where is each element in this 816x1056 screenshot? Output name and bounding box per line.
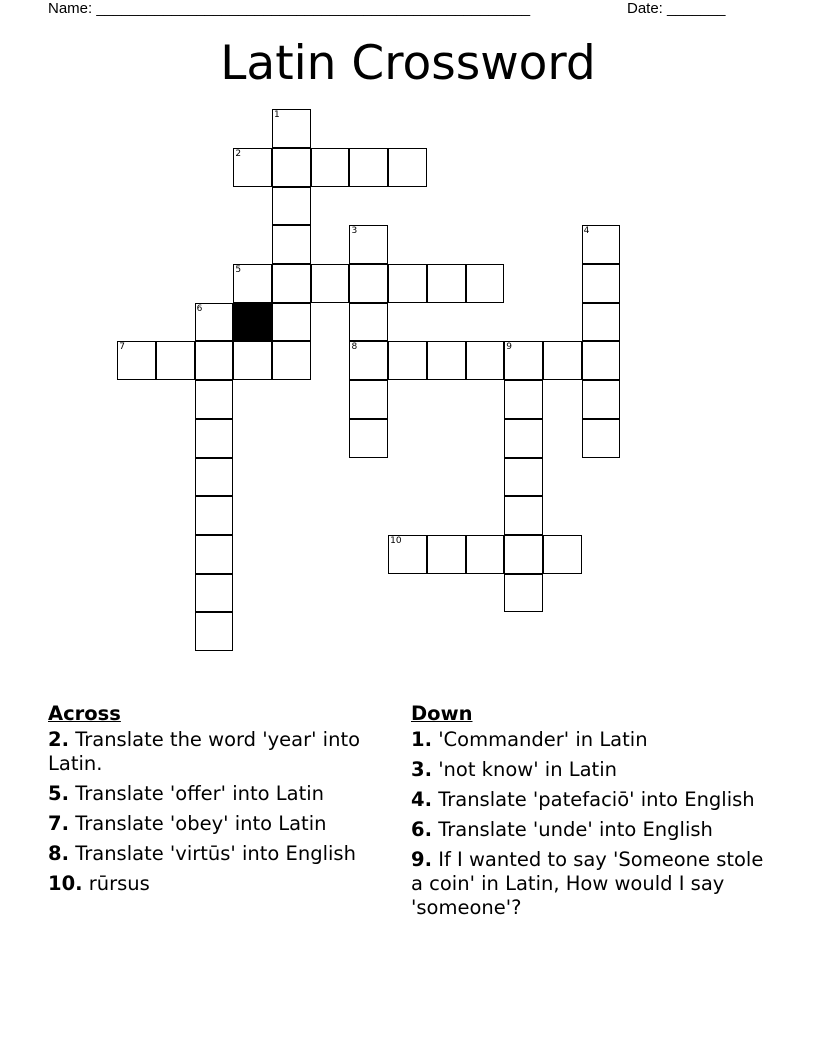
clue-text: 'Commander' in Latin — [438, 728, 648, 751]
grid-cell[interactable] — [272, 148, 311, 187]
grid-cell[interactable] — [349, 148, 388, 187]
grid-cell[interactable] — [272, 303, 311, 342]
clue-across-5 — [48, 782, 378, 806]
grid-cell[interactable] — [195, 612, 234, 651]
grid-cell[interactable] — [388, 264, 427, 303]
grid-cell[interactable] — [543, 341, 582, 380]
grid-cell[interactable] — [504, 380, 543, 419]
clue-number: 8. — [48, 842, 69, 865]
grid-cell[interactable] — [195, 496, 234, 535]
grid-cell[interactable] — [117, 341, 156, 380]
grid-cell[interactable] — [582, 341, 621, 380]
page-title: Latin Crossword — [220, 36, 596, 91]
clue-number: 5. — [48, 782, 69, 805]
cell-number: 1 — [274, 110, 280, 121]
grid-cell[interactable] — [195, 535, 234, 574]
clue-text: Translate 'obey' into Latin — [75, 812, 327, 835]
grid-cell[interactable] — [466, 341, 505, 380]
clue-number: 9. — [411, 848, 432, 871]
grid-cell[interactable] — [582, 419, 621, 458]
clue-text: If I wanted to say 'Someone stole a coin' in Latin, How would I say 'someone'? — [411, 848, 764, 919]
grid-cell[interactable] — [349, 225, 388, 264]
grid-cell[interactable] — [466, 264, 505, 303]
clue-number: 3. — [411, 758, 432, 781]
clue-down-4 — [411, 788, 781, 812]
grid-cell[interactable] — [504, 496, 543, 535]
grid-cell[interactable] — [543, 535, 582, 574]
name-field[interactable]: Name: ____________________________________________________ — [48, 0, 531, 17]
grid-cell[interactable] — [195, 458, 234, 497]
cell-number: 9 — [506, 342, 512, 353]
grid-cell[interactable] — [466, 535, 505, 574]
grid-cell[interactable] — [311, 264, 350, 303]
clue-text: Translate 'virtūs' into English — [75, 842, 356, 865]
clue-number: 1. — [411, 728, 432, 751]
down-heading: Down — [411, 702, 473, 725]
clue-number: 4. — [411, 788, 432, 811]
grid-cell[interactable] — [272, 109, 311, 148]
clue-down-9 — [411, 848, 781, 920]
grid-cell[interactable] — [233, 264, 272, 303]
clue-number: 10. — [48, 872, 83, 895]
cell-number: 7 — [119, 342, 125, 353]
grid-cell[interactable] — [272, 264, 311, 303]
grid-cell[interactable] — [349, 341, 388, 380]
grid-cell[interactable] — [272, 187, 311, 226]
cell-number: 10 — [390, 535, 402, 546]
grid-cell[interactable] — [272, 225, 311, 264]
grid-cell[interactable] — [504, 419, 543, 458]
across-heading: Across — [48, 702, 121, 725]
cell-number: 6 — [196, 303, 203, 314]
grid-cell[interactable] — [349, 264, 388, 303]
grid-cell[interactable] — [388, 341, 427, 380]
cell-number: 5 — [235, 265, 242, 276]
grid-cell[interactable] — [349, 380, 388, 419]
grid-cell[interactable] — [195, 341, 234, 380]
clue-text: Translate 'patefaciō' into English — [438, 788, 755, 811]
clue-number: 6. — [411, 818, 432, 841]
grid-cell[interactable] — [427, 264, 466, 303]
grid-cell[interactable] — [504, 574, 543, 613]
grid-cell[interactable] — [427, 535, 466, 574]
down-clues — [411, 702, 781, 926]
clue-across-7 — [48, 812, 378, 836]
clue-text: 'not know' in Latin — [438, 758, 617, 781]
grid-cell[interactable] — [388, 535, 427, 574]
grid-cell[interactable] — [349, 303, 388, 342]
black-cell — [233, 303, 272, 342]
clue-number: 7. — [48, 812, 69, 835]
grid-cell[interactable] — [582, 264, 621, 303]
grid-cell[interactable] — [349, 419, 388, 458]
grid-cell[interactable] — [582, 303, 621, 342]
clue-across-2 — [48, 728, 378, 776]
grid-cell[interactable] — [388, 148, 427, 187]
grid-cell[interactable] — [504, 535, 543, 574]
across-clues — [48, 702, 378, 902]
clue-across-10 — [48, 872, 378, 896]
grid-cell[interactable] — [311, 148, 350, 187]
cell-number: 8 — [351, 342, 358, 353]
grid-cell[interactable] — [427, 341, 466, 380]
clue-text: Translate 'offer' into Latin — [75, 782, 325, 805]
grid-cell[interactable] — [195, 419, 234, 458]
grid-cell[interactable] — [504, 458, 543, 497]
clue-down-3 — [411, 758, 781, 782]
clue-text: rūrsus — [88, 872, 150, 895]
grid-cell[interactable] — [195, 303, 234, 342]
grid-cell[interactable] — [233, 148, 272, 187]
grid-cell[interactable] — [156, 341, 195, 380]
grid-cell[interactable] — [582, 225, 621, 264]
cell-number: 2 — [235, 148, 242, 159]
grid-cell[interactable] — [504, 341, 543, 380]
grid-cell[interactable] — [272, 341, 311, 380]
clue-down-1 — [411, 728, 781, 752]
grid-cell[interactable] — [233, 341, 272, 380]
clue-down-6 — [411, 818, 781, 842]
clue-across-8 — [48, 842, 378, 866]
cell-number: 4 — [583, 226, 590, 237]
cell-number: 3 — [351, 226, 358, 237]
date-field[interactable]: Date: _______ — [627, 0, 726, 17]
clue-text: Translate the word 'year' into Latin. — [48, 728, 361, 775]
grid-cell[interactable] — [195, 380, 234, 419]
grid-cell[interactable] — [195, 574, 234, 613]
grid-cell[interactable] — [582, 380, 621, 419]
clue-text: Translate 'unde' into English — [438, 818, 713, 841]
clue-number: 2. — [48, 728, 69, 751]
